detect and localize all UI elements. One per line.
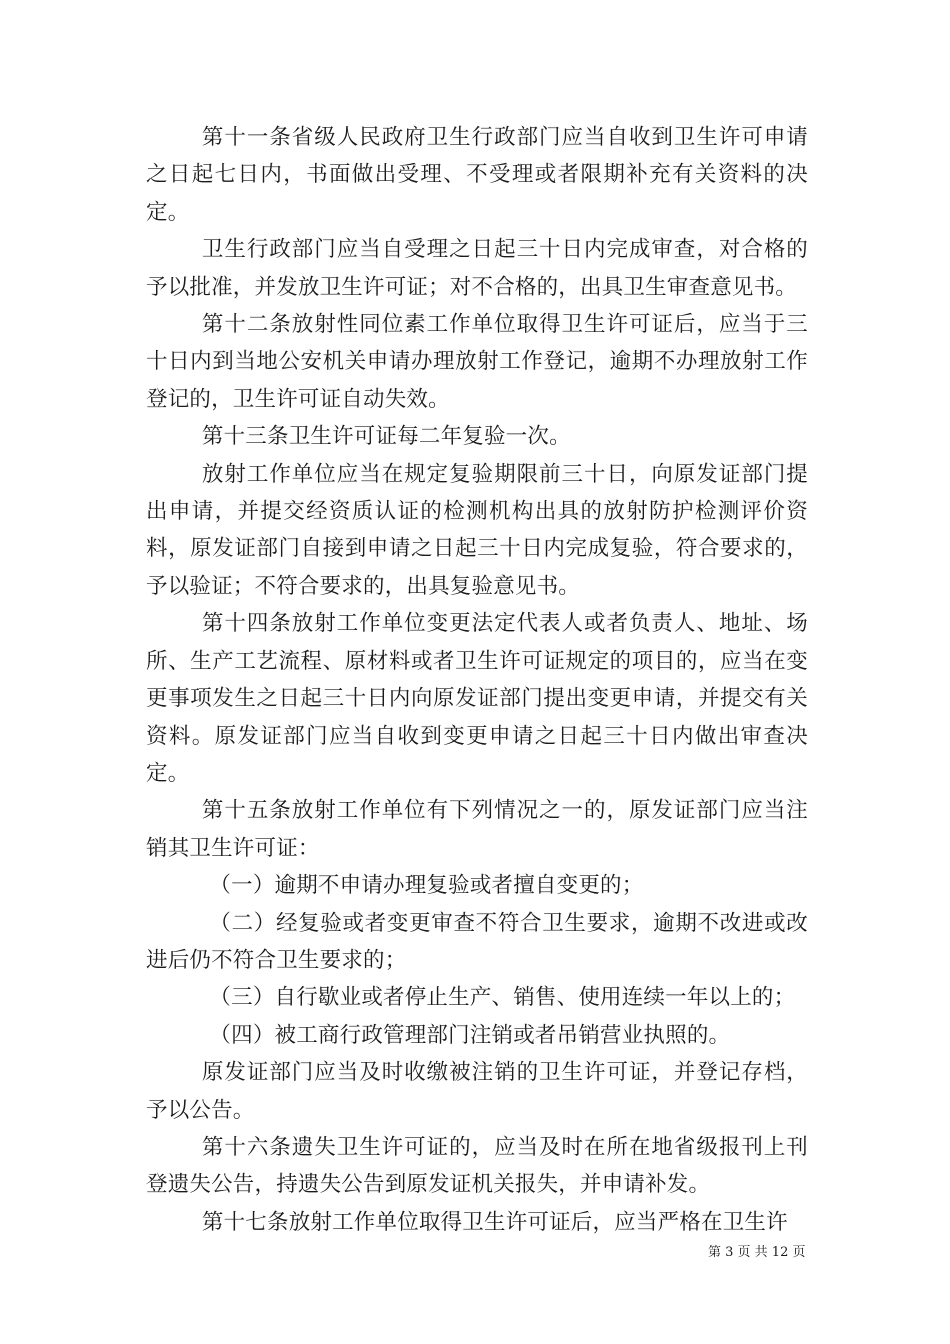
list-item-3: （三）自行歇业或者停止生产、销售、使用连续一年以上的； [209,985,796,1011]
paragraph-review: 卫生行政部门应当自受理之日起三十日内完成审查，对合格的予以批准，并发放卫生许可证；对不合格的，出具卫生审查意见书。 [146,237,808,300]
paragraph-article-12: 第十二条放射性同位素工作单位取得卫生许可证后，应当于三十日内到当地公安机关申请办理放射工作登记，逾期不办理放射工作登记的，卫生许可证自动失效。 [146,312,808,412]
paragraph-article-13: 第十三条卫生许可证每二年复验一次。 [201,424,571,450]
paragraph-article-15: 第十五条放射工作单位有下列情况之一的，原发证部门应当注销其卫生许可证： [146,798,808,861]
list-item-4: （四）被工商行政管理部门注销或者吊销营业执照的。 [209,1022,731,1048]
page-number-footer: 第 3 页 共 12 页 [708,1245,806,1260]
paragraph-article-16: 第十六条遗失卫生许可证的，应当及时在所在地省级报刊上刊登遗失公告，持遗失公告到原发证机关报失，并申请补发。 [146,1134,808,1198]
paragraph-revocation: 原发证部门应当及时收缴被注销的卫生许可证，并登记存档，予以公告。 [146,1060,808,1123]
list-item-1: （一）逾期不申请办理复验或者擅自变更的； [209,873,644,899]
paragraph-article-14: 第十四条放射工作单位变更法定代表人或者负责人、地址、场所、生产工艺流程、原材料或者卫生许可证规定的项目的，应当在变更事项发生之日起三十日内向原发证部门提出变更申请，并提交有关资料。原发证部门应当自收到变更申请之日起三十日内做出审查决定。 [146,611,808,786]
paragraph-article-11: 第十一条省级人民政府卫生行政部门应当自收到卫生许可申请之日起七日内，书面做出受理、不受理或者限期补充有关资料的决定。 [146,125,808,225]
document-body [146,119,808,1241]
paragraph-article-17: 第十七条放射工作单位取得卫生许可证后，应当严格在卫生许 [201,1209,788,1235]
paragraph-reinspection: 放射工作单位应当在规定复验期限前三十日，向原发证部门提出申请，并提交经资质认证的检测机构出具的放射防护检测评价资料，原发证部门自接到申请之日起三十日内完成复验，符合要求的，予以验证；不符合要求的，出具复验意见书。 [146,461,808,599]
list-item-2: （二）经复验或者变更审查不符合卫生要求，逾期不改进或改进后仍不符合卫生要求的； [146,910,808,973]
